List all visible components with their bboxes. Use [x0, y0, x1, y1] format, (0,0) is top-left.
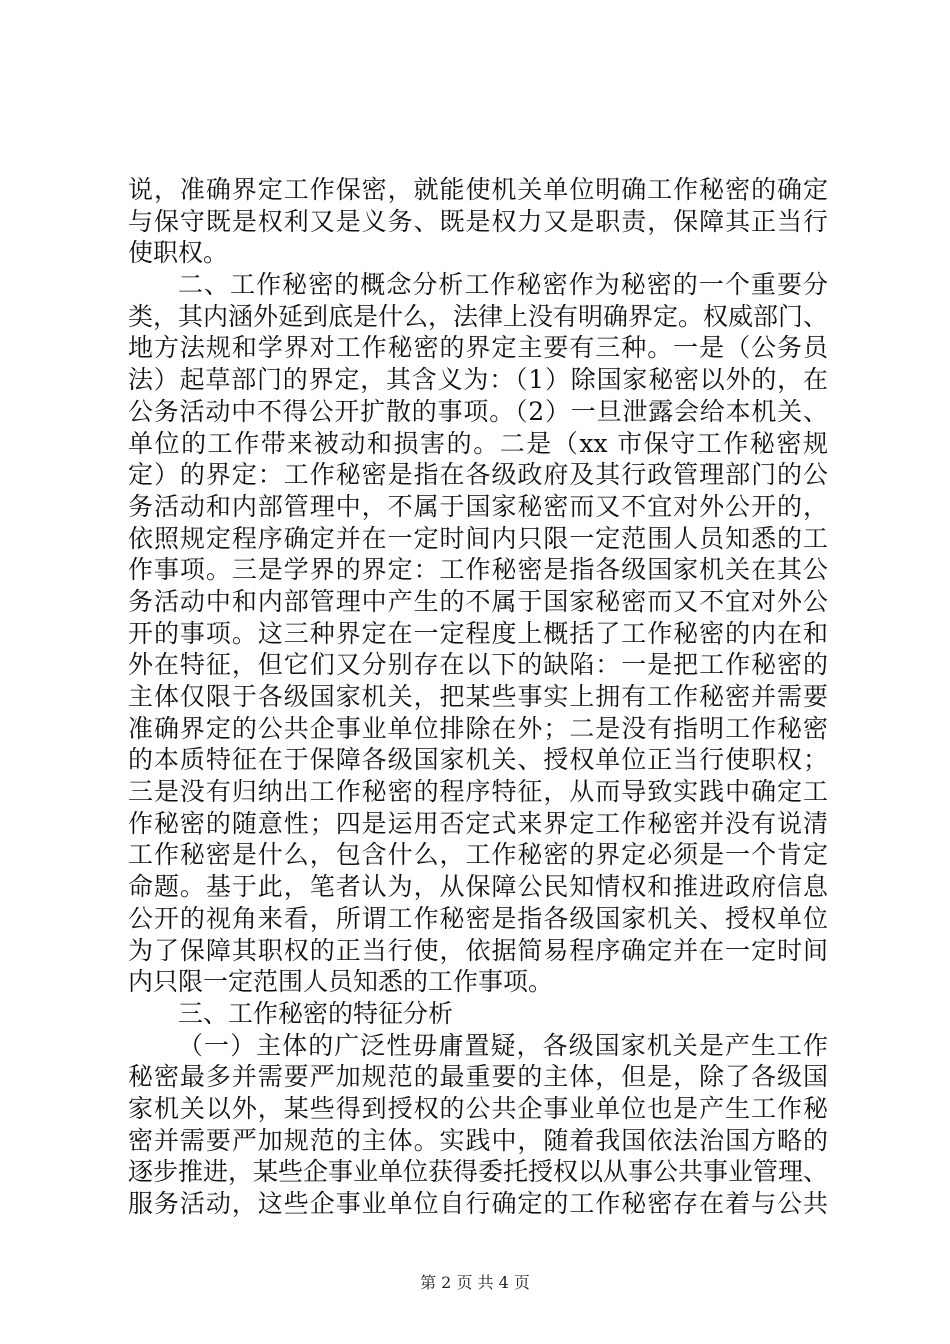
text-line: 依照规定程序确定并在一定时间内只限一定范围人员知悉的工 — [128, 523, 828, 553]
page-footer — [0, 1273, 950, 1293]
text-line: 作秘密的随意性；四是运用否定式来界定工作秘密并没有说清 — [128, 808, 828, 838]
text-line: 工作秘密是什么，包含什么，工作秘密的界定必须是一个肯定 — [128, 840, 828, 870]
text-line: 公开的视角来看，所谓工作秘密是指各级国家机关、授权单位 — [128, 903, 828, 933]
text-line: 务活动中和内部管理中产生的不属于国家秘密而又不宜对外公 — [128, 586, 828, 616]
text-line: 公务活动中不得公开扩散的事项。（2）一旦泄露会给本机关、 — [128, 396, 828, 426]
text-line: 使职权。 — [128, 238, 229, 268]
text-line: 为了保障其职权的正当行使，依据简易程序确定并在一定时间 — [128, 935, 828, 965]
text-line: 定）的界定：工作秘密是指在各级政府及其行政管理部门的公 — [128, 460, 828, 490]
text-line: 与保守既是权利又是义务、既是权力又是职责，保障其正当行 — [128, 206, 828, 236]
text-line: 二、工作秘密的概念分析工作秘密作为秘密的一个重要分 — [178, 270, 828, 300]
text-line: 单位的工作带来被动和损害的。二是（xx 市保守工作秘密规 — [128, 428, 828, 458]
text-line: 服务活动，这些企事业单位自行确定的工作秘密存在着与公共 — [128, 1189, 828, 1218]
text-line: 准确界定的公共企事业单位排除在外；二是没有指明工作秘密 — [128, 713, 828, 743]
text-line: 地方法规和学界对工作秘密的界定主要有三种。一是（公务员 — [128, 333, 828, 363]
text-line: 类，其内涵外延到底是什么，法律上没有明确界定。权威部门、 — [128, 301, 829, 331]
text-line: 家机关以外，某些得到授权的公共企事业单位也是产生工作秘 — [128, 1093, 828, 1123]
text-line: 三是没有归纳出工作秘密的程序特征，从而导致实践中确定工 — [128, 777, 828, 807]
text-line: 务活动和内部管理中，不属于国家秘密而又不宜对外公开的， — [128, 491, 828, 521]
text-line: 的本质特征在于保障各级国家机关、授权单位正当行使职权； — [128, 745, 828, 775]
text-line: 三、工作秘密的特征分析 — [178, 998, 454, 1028]
page-number-label: 第 2 页 共 4 页 — [420, 1273, 530, 1292]
text-line: 命题。基于此，笔者认为，从保障公民知情权和推进政府信息 — [128, 872, 828, 902]
text-line: 开的事项。这三种界定在一定程度上概括了工作秘密的内在和 — [128, 618, 828, 648]
text-line: 法）起草部门的界定，其含义为：（1）除国家秘密以外的，在 — [128, 365, 828, 395]
document-body — [128, 174, 828, 1220]
text-line: （一）主体的广泛性毋庸置疑，各级国家机关是产生工作 — [178, 1030, 828, 1060]
text-line: 秘密最多并需要严加规范的最重要的主体，但是，除了各级国 — [128, 1062, 828, 1092]
text-line: 外在特征，但它们又分别存在以下的缺陷：一是把工作秘密的 — [128, 650, 828, 680]
text-line: 主体仅限于各级国家机关，把某些事实上拥有工作秘密并需要 — [128, 682, 828, 711]
text-line: 说，准确界定工作保密，就能使机关单位明确工作秘密的确定 — [128, 175, 828, 204]
text-line: 作事项。三是学界的界定：工作秘密是指各级国家机关在其公 — [128, 555, 828, 585]
text-line: 密并需要严加规范的主体。实践中，随着我国依法治国方略的 — [128, 1125, 828, 1155]
text-line: 逐步推进，某些企事业单位获得委托授权以从事公共事业管理、 — [128, 1157, 829, 1187]
text-line: 内只限一定范围人员知悉的工作事项。 — [128, 967, 554, 997]
